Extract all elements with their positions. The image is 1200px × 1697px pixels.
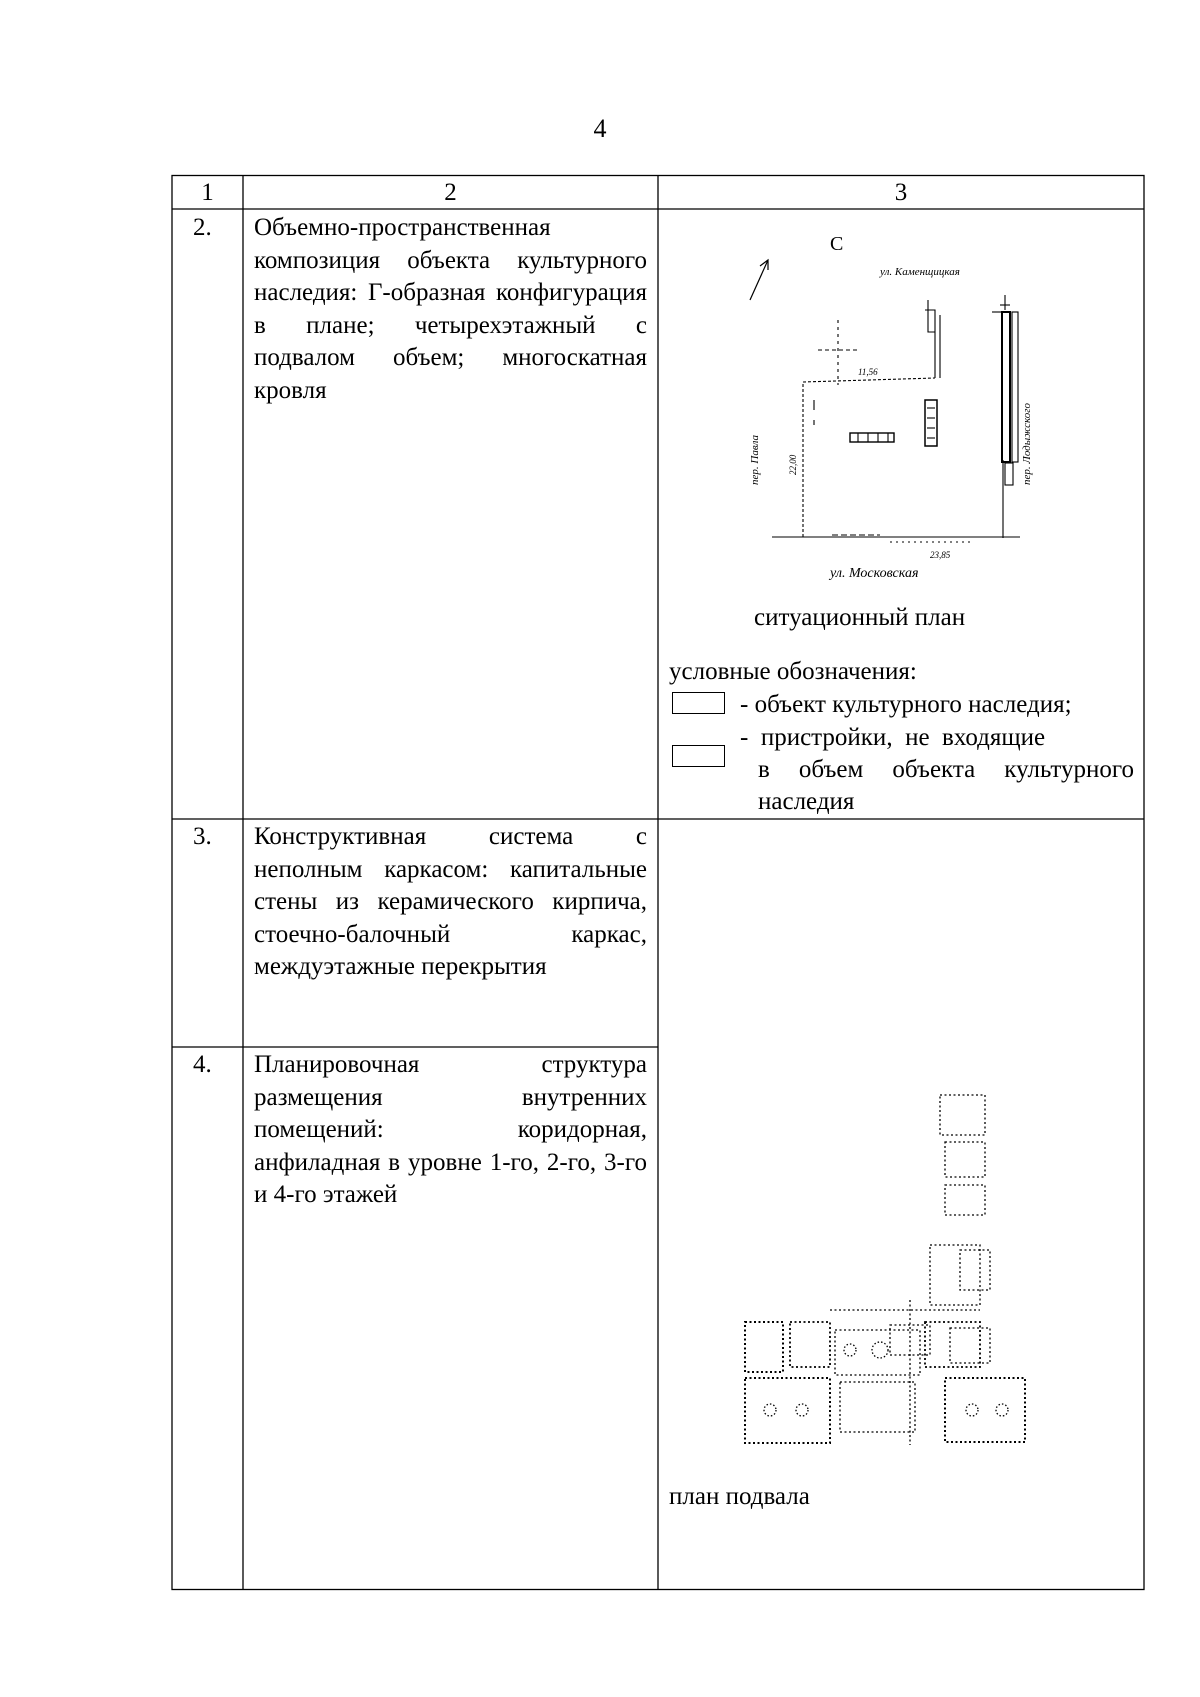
dimension-bottom: 23,85 xyxy=(930,550,951,560)
legend-item-extension-line3: наследия xyxy=(758,788,855,815)
page-number: 4 xyxy=(593,114,607,143)
legend-heritage-swatch xyxy=(672,692,725,714)
legend-title: условные обозначения: xyxy=(669,658,917,685)
dimension-left: 22,00 xyxy=(788,454,798,475)
street-top: ул. Каменщицкая xyxy=(880,266,960,278)
header-col-2: 2 xyxy=(444,179,457,206)
site-plan-drawing xyxy=(740,220,1060,580)
row-number: 4. xyxy=(193,1051,212,1078)
header-col-1: 1 xyxy=(201,179,214,206)
row-number: 3. xyxy=(193,823,212,850)
site-plan-caption: ситуационный план xyxy=(754,604,966,631)
legend-item-extension-line2: в объем объекта культурного xyxy=(758,756,1134,783)
north-arrow-icon xyxy=(750,260,768,300)
basement-plan-drawing xyxy=(730,1060,1060,1460)
row-number: 2. xyxy=(193,214,212,241)
basement-plan-caption: план подвала xyxy=(669,1483,810,1510)
north-letter: С xyxy=(830,233,844,255)
legend-item-heritage: - объект культурного наследия; xyxy=(740,691,1072,718)
street-left: пер. Павла xyxy=(749,434,761,485)
row-description: Объемно-пространственная композиция объекта культурного наследия: Г-образная конфигурация в плане; четырехэтажный с подвалом объем; многоскатная кровля xyxy=(254,214,647,404)
row-description: Конструктивная система с неполным каркасом: капитальные стены из керамического кирпича, стоечно-балочный каркас, междуэтажные перекрытия xyxy=(254,823,647,980)
street-right: пер. Лодыжского xyxy=(1021,402,1033,485)
dimension-top: 11,56 xyxy=(858,367,878,377)
row-description: Планировочная структура размещения внутренних помещений: коридорная, анфиладная в уровне 1-го, 2-го, 3-го и 4-го этажей xyxy=(254,1051,647,1208)
street-bottom: ул. Московская xyxy=(830,566,919,580)
legend-item-extension-line1: - пристройки, не входящие xyxy=(740,724,1046,751)
legend-extension-swatch xyxy=(672,745,725,767)
header-col-3: 3 xyxy=(894,179,908,206)
